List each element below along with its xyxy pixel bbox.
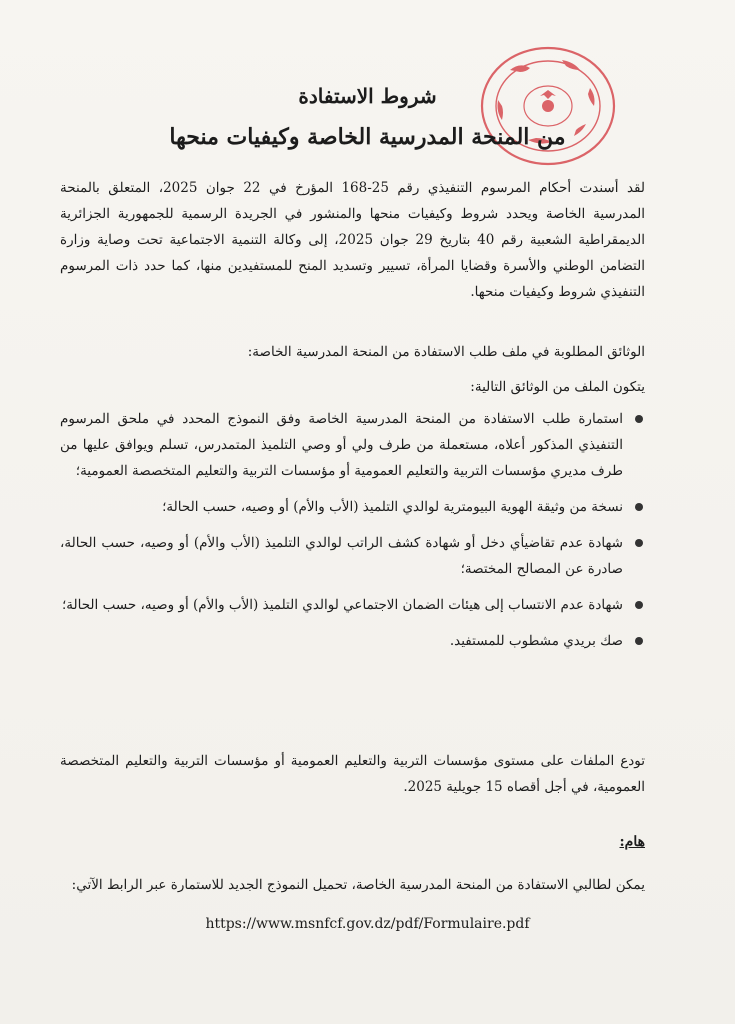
list-item — [60, 628, 645, 654]
bullet-icon — [635, 415, 643, 423]
requirement-text: شهادة عدم تقاضيأي دخل أو شهادة كشف الراتب لوالدي التلميذ (الأب والأم) أو وصيه، حسب الحالة، صادرة عن المصالح المختصة؛ — [60, 535, 623, 577]
important-label: هام: — [619, 834, 645, 850]
documents-heading: الوثائق المطلوبة في ملف طلب الاستفادة من المنحة المدرسية الخاصة: — [247, 344, 645, 360]
requirement-text: صك بريدي مشطوب للمستفيد. — [449, 633, 623, 649]
bullet-icon — [635, 601, 643, 609]
list-item — [60, 592, 645, 618]
intro-paragraph: لقد أسندت أحكام المرسوم التنفيذي رقم 25-168 المؤرخ في 22 جوان 2025، المتعلق بالمنحة المدرسية الخاصة ويحدد شروط وكيفيات منحها والمنشور في الجريدة الرسمية للجمهورية الجزائرية الديمقراطية الشعبية رقم 40 بتاريخ 29 جوان 2025، إلى وكالة التنمية الاجتماعية تحت وصاية وزارة التضامن الوطني والأسرة وقضايا المرأة، تسيير وتسديد المنح للمستفيدين منها، كما حدد ذات المرسوم التنفيذي شروط وكيفيات منحها. — [60, 180, 645, 300]
bullet-icon — [635, 637, 643, 645]
deposit-paragraph: تودع الملفات على مستوى مؤسسات التربية والتعليم العمومية أو مؤسسات التربية والتعليم المتخصصة العمومية، في أجل أقصاه 15 جويلية 2025. — [60, 753, 645, 795]
list-item — [60, 406, 645, 484]
bullet-icon — [635, 539, 643, 547]
document-title-line2: من المنحة المدرسية الخاصة وكيفيات منحها — [169, 124, 566, 150]
form-download-link[interactable]: https://www.msnfcf.gov.dz/pdf/Formulaire.pdf — [205, 916, 530, 932]
requirement-text: استمارة طلب الاستفادة من المنحة المدرسية الخاصة وفق النموذج المحدد في ملحق المرسوم التنفيذي المذكور أعلاه، مستعملة من طرف ولي أو وصي التلميذ المتمدرس، تسلم ويوافق عليها من طرف مديري مؤسسات التربية والتعليم العمومية أو مؤسسات التربية والتعليم المتخصصة العمومية؛ — [60, 411, 623, 479]
download-note: يمكن لطالبي الاستفادة من المنحة المدرسية الخاصة، تحميل النموذج الجديد للاستمارة عبر الرابط الآتي: — [71, 877, 645, 893]
file-composition-text: يتكون الملف من الوثائق التالية: — [470, 379, 645, 395]
document-title-line1: شروط الاستفادة — [298, 84, 437, 108]
requirements-list — [60, 406, 645, 664]
bullet-icon — [635, 503, 643, 511]
requirement-text: شهادة عدم الانتساب إلى هيئات الضمان الاجتماعي لوالدي التلميذ (الأب والأم) أو وصيه، حسب الحالة؛ — [61, 597, 623, 613]
list-item — [60, 530, 645, 582]
requirement-text: نسخة من وثيقة الهوية البيومترية لوالدي التلميذ (الأب والأم) أو وصيه، حسب الحالة؛ — [162, 499, 623, 515]
list-item — [60, 494, 645, 520]
